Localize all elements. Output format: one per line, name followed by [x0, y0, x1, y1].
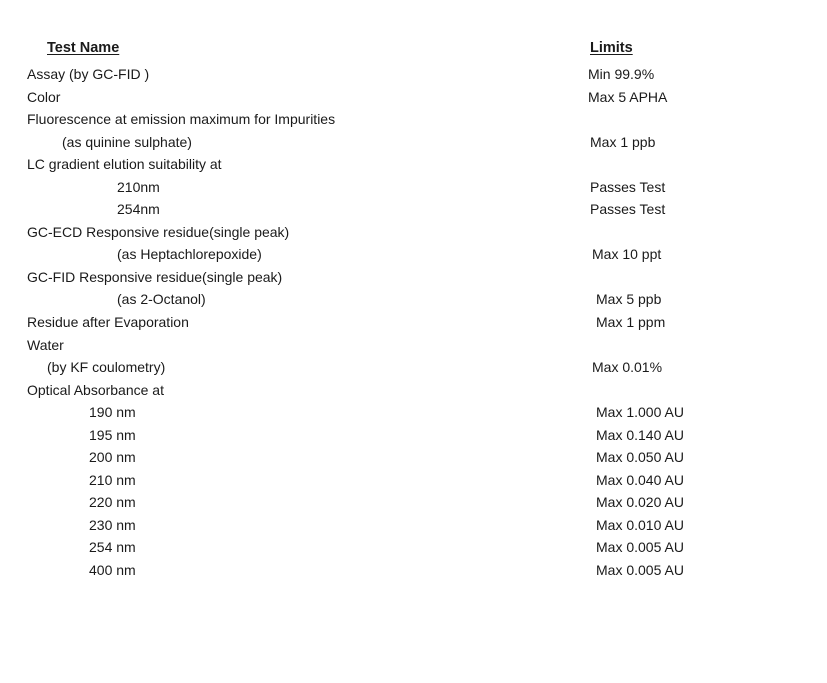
spec-row	[0, 243, 827, 266]
limit-cell: Max 0.040 AU	[596, 471, 684, 488]
spec-row	[0, 469, 827, 492]
test-name-cell: Color	[27, 88, 61, 105]
test-name-cell: Optical Absorbance at	[27, 381, 164, 398]
test-name-cell: 200 nm	[89, 449, 136, 466]
limit-cell: Max 0.005 AU	[596, 539, 684, 556]
spec-row	[0, 221, 827, 244]
test-name-header: Test Name	[47, 40, 120, 56]
test-name-cell: GC-FID Responsive residue(single peak)	[27, 268, 283, 285]
limit-cell: Max 1 ppm	[596, 314, 666, 331]
spec-row	[0, 334, 827, 357]
limit-cell: Max 0.020 AU	[596, 494, 684, 511]
test-name-cell: Assay (by GC-FID )	[27, 66, 150, 82]
limits-header: Limits	[590, 40, 633, 56]
test-name-cell: LC gradient elution suitability at	[27, 156, 222, 173]
test-name-cell: (as Heptachlorepoxide)	[117, 246, 262, 263]
spec-row	[0, 86, 827, 109]
test-name-cell: 254 nm	[89, 539, 136, 556]
test-name-cell: 230 nm	[89, 516, 136, 533]
limit-cell: Max 5 APHA	[588, 88, 668, 105]
limit-cell: Min 99.9%	[588, 66, 655, 82]
limit-cell: Max 0.050 AU	[596, 449, 684, 466]
limit-cell: Passes Test	[590, 178, 666, 195]
test-name-cell: GC-ECD Responsive residue(single peak)	[27, 223, 290, 240]
spec-row	[0, 559, 827, 582]
spec-row	[0, 491, 827, 514]
test-name-cell: 195 nm	[89, 426, 136, 443]
test-name-cell: Residue after Evaporation	[27, 314, 189, 331]
test-name-cell: (as quinine sulphate)	[62, 133, 192, 150]
test-name-cell: (by KF coulometry)	[47, 359, 166, 376]
limit-cell: Passes Test	[590, 201, 666, 218]
test-name-cell: 220 nm	[89, 494, 136, 511]
spec-row	[0, 131, 827, 154]
test-name-cell: 210 nm	[89, 471, 136, 488]
test-name-cell: (as 2-Octanol)	[117, 291, 206, 308]
spec-row	[0, 446, 827, 469]
limit-cell: Max 0.005 AU	[596, 562, 684, 579]
spec-row	[0, 514, 827, 537]
spec-row	[0, 424, 827, 447]
test-name-cell: Fluorescence at emission maximum for Impurities	[27, 111, 336, 128]
limit-cell: Max 0.140 AU	[596, 426, 684, 443]
spec-row	[0, 536, 827, 559]
test-name-cell: Water	[27, 336, 64, 353]
spec-row	[0, 401, 827, 424]
spec-row	[0, 63, 827, 86]
limit-cell: Max 10 ppt	[592, 246, 662, 263]
spec-row	[0, 153, 827, 176]
spec-row	[0, 108, 827, 131]
test-name-cell: 190 nm	[89, 404, 136, 421]
test-name-cell: 254nm	[117, 201, 160, 218]
limit-cell: Max 1.000 AU	[596, 404, 684, 421]
limit-cell: Max 5 ppb	[596, 291, 662, 308]
test-name-cell: 210nm	[117, 178, 160, 195]
spec-row	[0, 176, 827, 199]
limit-cell: Max 1 ppb	[590, 133, 656, 150]
spec-row	[0, 198, 827, 221]
limit-cell: Max 0.01%	[592, 359, 663, 376]
spec-row	[0, 356, 827, 379]
spec-table	[0, 63, 827, 582]
spec-row	[0, 379, 827, 402]
limit-cell: Max 0.010 AU	[596, 516, 684, 533]
test-name-cell: 400 nm	[89, 562, 136, 579]
spec-row	[0, 288, 827, 311]
spec-row	[0, 266, 827, 289]
spec-row	[0, 311, 827, 334]
